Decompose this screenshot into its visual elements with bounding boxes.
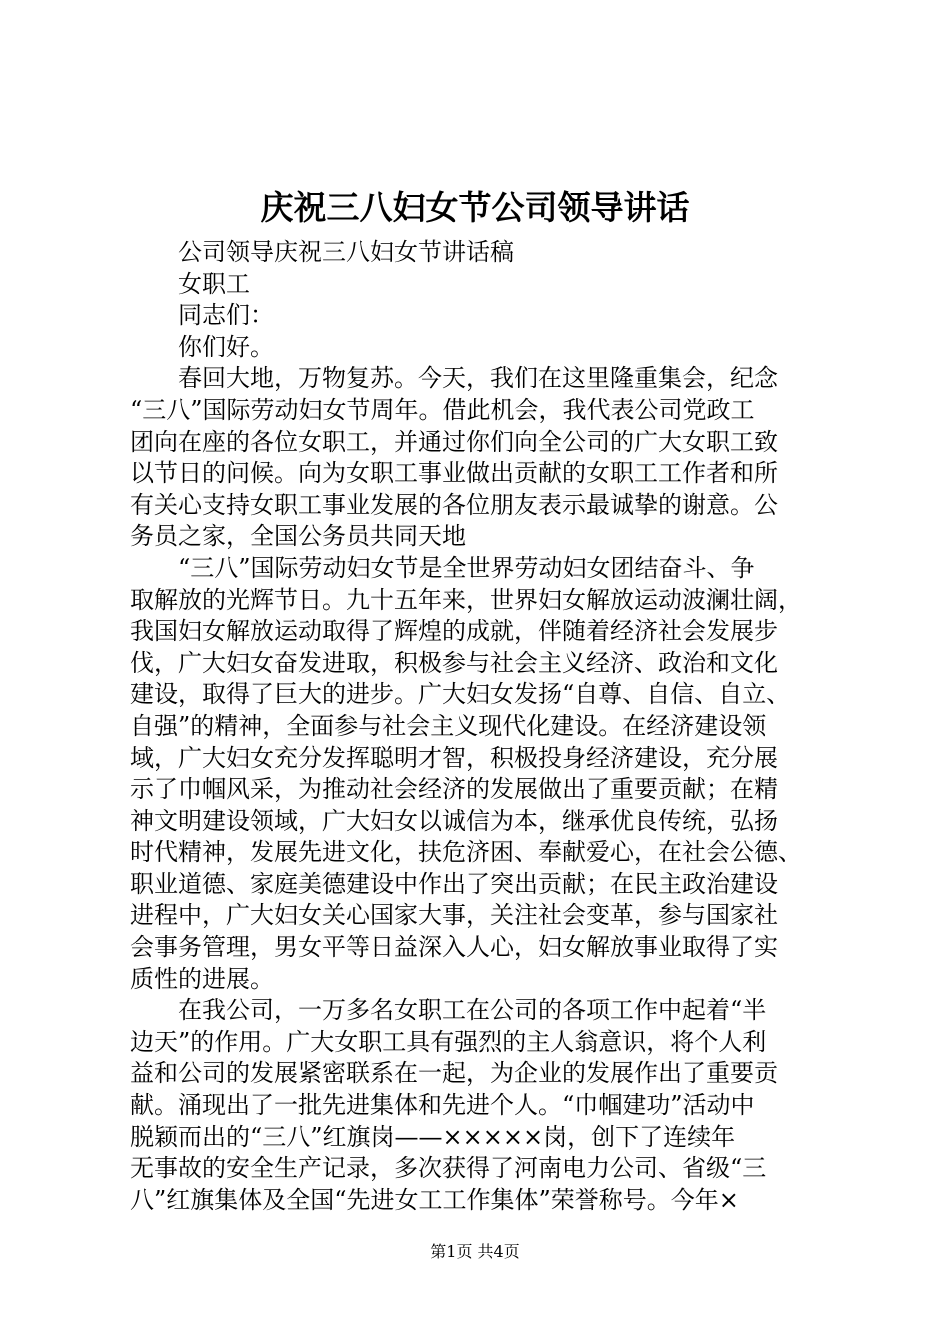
paragraph-line: 无事故的安全生产记录，多次获得了河南电力公司、省级“三 (130, 1154, 767, 1183)
document-title: 庆祝三八妇女节公司领导讲话 (260, 188, 690, 227)
paragraph-line: 神文明建设领域，广大妇女以诚信为本，继承优良传统，弘扬 (130, 806, 778, 835)
paragraph-line: 脱颖而出的“三八”红旗岗——×××××岗，创下了连续年 (130, 1122, 736, 1151)
paragraph-line: 务员之家，全国公务员共同天地 (130, 522, 466, 551)
paragraph-line: 进程中，广大妇女关心国家大事，关注社会变革，参与国家社 (130, 901, 778, 930)
document-body (130, 237, 830, 1216)
subtitle-line: 公司领导庆祝三八妇女节讲话稿 (178, 238, 514, 266)
paragraph-line: 伐，广大妇女奋发进取，积极参与社会主义经济、政治和文化 (130, 648, 778, 677)
paragraph-line: “三八”国际劳动妇女节周年。借此机会，我代表公司党政工 (130, 395, 755, 424)
paragraph-line: 献。涌现出了一批先进集体和先进个人。“巾帼建功”活动中 (130, 1091, 755, 1120)
paragraph-line: 时代精神，发展先进文化，扶危济困、奉献爱心，在社会公德、 (130, 838, 802, 867)
paragraph-line: 质性的进展。 (130, 964, 274, 993)
paragraph-line: 团向在座的各位女职工，并通过你们向全公司的广大女职工致 (130, 427, 778, 456)
paragraph-line: 益和公司的发展紧密联系在一起，为企业的发展作出了重要贡 (130, 1059, 778, 1088)
paragraph-line: 有关心支持女职工事业发展的各位朋友表示最诚挚的谢意。公 (130, 490, 778, 519)
salutation-line: 同志们： (178, 301, 274, 330)
paragraph-line: 在我公司，一万多名女职工在公司的各项工作中起着“半 (178, 996, 767, 1025)
paragraph-line: 会事务管理，男女平等日益深入人心，妇女解放事业取得了实 (130, 933, 778, 962)
paragraph-line: 边天”的作用。广大女职工具有强烈的主人翁意识，将个人利 (130, 1027, 767, 1056)
recipient-line: 女职工 (178, 269, 250, 298)
page-footer: 第1页 共4页 (430, 1242, 520, 1261)
paragraph-line: 以节日的问候。向为女职工事业做出贡献的女职工工作者和所 (130, 459, 778, 488)
paragraph-line: 春回大地，万物复苏。今天，我们在这里隆重集会，纪念 (178, 364, 778, 393)
paragraph-line: 取解放的光辉节日。九十五年来，世界妇女解放运动波澜壮阔， (130, 585, 802, 614)
paragraph-line: 职业道德、家庭美德建设中作出了突出贡献；在民主政治建设 (130, 869, 778, 898)
paragraph-line: 自强”的精神，全面参与社会主义现代化建设。在经济建设领 (130, 711, 767, 740)
paragraph-line: 八”红旗集体及全国“先进女工工作集体”荣誉称号。今年× (130, 1185, 739, 1214)
paragraph-line: 示了巾帼风采，为推动社会经济的发展做出了重要贡献；在精 (130, 775, 778, 804)
paragraph-line: 建设，取得了巨大的进步。广大妇女发扬“自尊、自信、自立、 (130, 680, 791, 709)
paragraph-line: 域，广大妇女充分发挥聪明才智，积极投身经济建设，充分展 (130, 743, 778, 772)
paragraph-line: 我国妇女解放运动取得了辉煌的成就，伴随着经济社会发展步 (130, 617, 778, 646)
greeting-line: 你们好。 (178, 332, 274, 361)
paragraph-line: “三八”国际劳动妇女节是全世界劳动妇女团结奋斗、争 (178, 553, 755, 582)
